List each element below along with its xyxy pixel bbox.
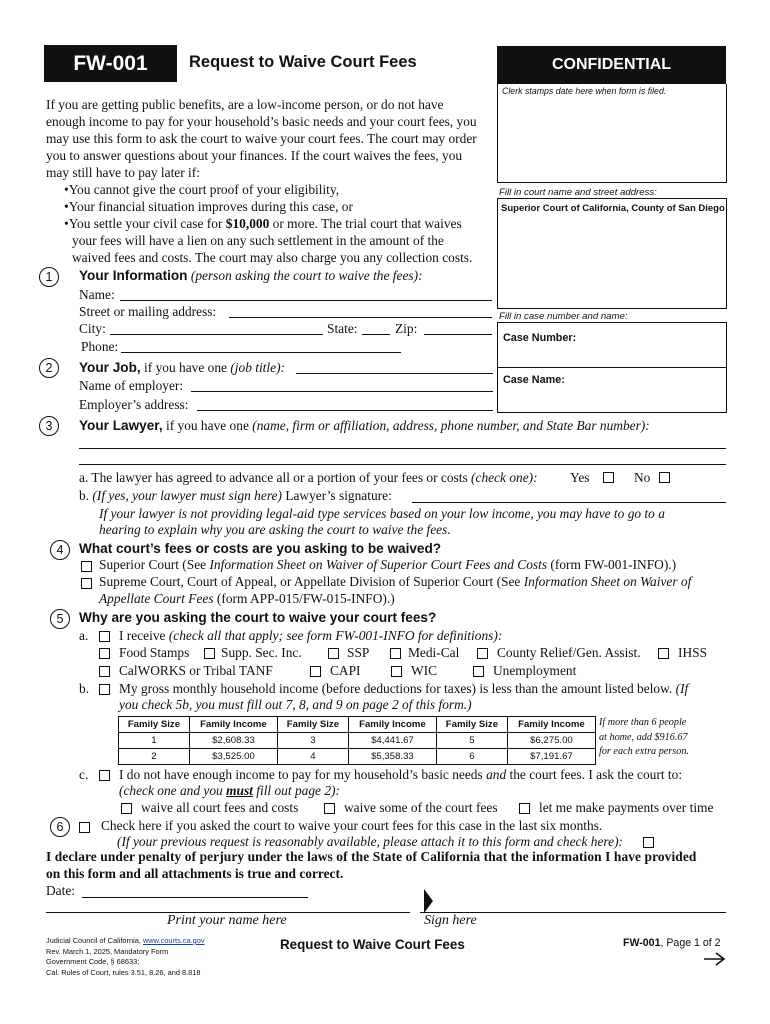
declaration-line-2: on this form and all attachments is true and correct.	[46, 866, 344, 881]
courts-link[interactable]: www.courts.ca.gov	[142, 936, 205, 945]
attach-previous-checkbox[interactable]	[643, 837, 654, 848]
no-label: No	[634, 470, 651, 485]
table-header: Family Size	[277, 717, 348, 733]
footer-title: Request to Waive Court Fees	[280, 937, 465, 952]
case-divider	[497, 367, 726, 368]
state-label: State:	[327, 321, 358, 336]
section-2-number: 2	[39, 358, 59, 378]
intro-line: may still have to pay later if:	[46, 165, 200, 180]
bullet-1: You cannot give the court proof of your eligibility,	[68, 182, 340, 197]
basic-needs-and: and	[486, 767, 507, 782]
employer-address-field[interactable]	[197, 410, 493, 411]
table-cell: $2,608.33	[189, 733, 277, 749]
bullet-dot: •	[64, 199, 69, 214]
section-2-title: Your Job,	[79, 360, 141, 375]
appellate-court-option	[99, 574, 691, 590]
form-id-badge: FW-001	[44, 45, 177, 82]
5c-label: c.	[79, 767, 89, 782]
table-cell: $7,191.67	[507, 749, 595, 765]
basic-needs-row	[119, 767, 682, 783]
section-1-heading	[79, 268, 423, 284]
section-2-rest: if you have one	[144, 360, 227, 375]
ihss-label: IHSS	[678, 645, 708, 660]
waive-all-checkbox[interactable]	[121, 803, 132, 814]
unemployment-checkbox[interactable]	[473, 666, 484, 677]
table-header: Family Income	[348, 717, 436, 733]
low-income-text: My gross monthly household income (before deductions for taxes) is less than the amount listed below.	[119, 681, 673, 696]
table-header: Family Size	[436, 717, 507, 733]
table-cell: 6	[436, 749, 507, 765]
lawyer-advance-question	[79, 470, 538, 486]
table-cell: $3,525.00	[189, 749, 277, 765]
waive-some-label: waive some of the court fees	[344, 800, 498, 815]
print-name-label: Print your name here	[167, 913, 287, 928]
zip-field[interactable]	[424, 334, 492, 335]
name-label: Name:	[79, 287, 115, 302]
receive-benefits-hint: (check all that apply; see form FW-001-INFO for definitions):	[168, 628, 503, 643]
phone-field[interactable]	[121, 352, 401, 353]
lawyer-signature-hint: (If yes, your lawyer must sign here)	[92, 488, 282, 503]
income-table	[118, 716, 596, 765]
bullet-3-amount: $10,000	[225, 216, 270, 231]
footer-council: Judicial Council of California,	[46, 936, 143, 945]
medi-cal-checkbox[interactable]	[390, 648, 401, 659]
footer-page: , Page 1 of 2	[660, 937, 721, 949]
section-1-title: Your Information	[79, 268, 188, 283]
bullet-3-line-2: your fees will have a lien on any such settlement in the amount of the	[72, 233, 444, 248]
section-4-title: What court’s fees or costs are you asking to be waived?	[79, 541, 442, 556]
superior-court-text: Superior Court (See	[99, 557, 210, 572]
food-stamps-checkbox[interactable]	[99, 648, 110, 659]
section-6-number: 6	[50, 817, 70, 837]
street-label: Street or mailing address:	[79, 304, 217, 319]
form-title: Request to Waive Court Fees	[189, 53, 417, 71]
payments-label: let me make payments over time	[539, 800, 714, 815]
basic-needs-checkbox[interactable]	[99, 770, 110, 781]
case-number-label[interactable]: Case Number:	[503, 332, 577, 344]
basic-needs-post: the court fees. I ask the court to:	[509, 767, 683, 782]
bullet-2: Your financial situation improves during this case, or	[68, 199, 353, 214]
section-5-number: 5	[50, 609, 70, 629]
calworks-checkbox[interactable]	[99, 666, 110, 677]
extra-person-note	[599, 716, 689, 760]
lawyer-signature-label: Lawyer’s signature:	[285, 488, 392, 503]
lawyer-info-field-2[interactable]	[79, 464, 726, 465]
waive-some-checkbox[interactable]	[324, 803, 335, 814]
wic-label: WIC	[411, 663, 438, 678]
table-cell: 5	[436, 733, 507, 749]
ssp-label: SSP	[347, 645, 370, 660]
city-field[interactable]	[110, 334, 323, 335]
case-name-label[interactable]: Case Name:	[503, 374, 565, 386]
capi-checkbox[interactable]	[310, 666, 321, 677]
low-income-hint-2: you check 5b, you must fill out 7, 8, and 9 on page 2 of this form.)	[119, 697, 472, 712]
bullet-3-post: or more. The trial court that waives	[269, 216, 462, 231]
bullet-3-pre: You settle your civil case for	[68, 216, 226, 231]
county-relief-checkbox[interactable]	[477, 648, 488, 659]
ssi-label: Supp. Sec. Inc.	[221, 645, 302, 660]
yes-checkbox[interactable]	[603, 472, 614, 483]
job-title-field[interactable]	[296, 373, 493, 374]
lawyer-note-line-1: If your lawyer is not providing legal-aid type services based on your low income, you may have to go to a	[99, 506, 665, 521]
hint-pre: (check one and you	[119, 783, 223, 798]
section-3-title: Your Lawyer,	[79, 418, 163, 433]
hint-post: fill out page 2):	[256, 783, 340, 798]
intro-line: enough income to pay for your household’s basic needs and your court fees, you	[46, 114, 477, 129]
payments-checkbox[interactable]	[519, 803, 530, 814]
superior-court-form: (form FW-001-INFO).)	[547, 557, 677, 572]
table-cell: 2	[119, 749, 190, 765]
footer-form-id: FW-001	[623, 937, 661, 949]
table-cell: 3	[277, 733, 348, 749]
note-line: at home, add $916.67	[599, 731, 688, 743]
low-income-hint-1: (If	[675, 681, 689, 696]
bullet-dot: •	[64, 216, 69, 231]
previous-request-text: Check here if you asked the court to waive your court fees for this case in the last six months.	[101, 818, 603, 833]
table-row	[119, 733, 596, 749]
section-1-number: 1	[39, 267, 59, 287]
receive-benefits-row	[119, 628, 502, 644]
clerk-stamp-box[interactable]	[497, 84, 727, 183]
table-header: Family Income	[507, 717, 595, 733]
court-name-label: Fill in court name and street address:	[499, 187, 657, 198]
table-cell: 4	[277, 749, 348, 765]
date-field[interactable]	[82, 897, 308, 898]
sign-here-label: Sign here	[424, 913, 477, 928]
receive-benefits-checkbox[interactable]	[99, 631, 110, 642]
bullet-3-line-3: waived fees and costs. The court may also charge you any collection costs.	[72, 250, 473, 265]
arrow-right-icon	[703, 950, 727, 968]
basic-needs-hint	[119, 783, 340, 799]
name-field[interactable]	[120, 300, 492, 301]
medi-cal-label: Medi-Cal	[408, 645, 460, 660]
section-2-hint: (job title):	[230, 360, 285, 375]
sign-arrow-icon	[424, 889, 433, 913]
footer-rev: Rev. March 1, 2025, Mandatory Form	[46, 946, 169, 956]
hint-must: must	[226, 783, 253, 798]
5a-label: a.	[79, 628, 89, 643]
unemployment-label: Unemployment	[493, 663, 577, 678]
lawyer-signature-row	[79, 488, 392, 504]
lawyer-advance-hint: (check one):	[471, 470, 538, 485]
phone-label: Phone:	[81, 339, 119, 354]
section-4-number: 4	[50, 540, 70, 560]
ssi-checkbox[interactable]	[204, 648, 215, 659]
intro-paragraph	[46, 96, 477, 181]
city-label: City:	[79, 321, 106, 336]
table-cell: $5,358.33	[348, 749, 436, 765]
declaration-line-1: I declare under penalty of perjury under the laws of the State of California that the information I have provided	[46, 849, 697, 864]
court-name-value: Superior Court of California, County of San Diego	[501, 203, 725, 214]
previous-request-hint: (If your previous request is reasonably available, please attach it to this form and check here):	[117, 834, 624, 849]
table-cell: 1	[119, 733, 190, 749]
appellate-court-info-2: Appellate Court Fees	[99, 591, 214, 606]
section-3-number: 3	[39, 416, 59, 436]
food-stamps-label: Food Stamps	[119, 645, 190, 660]
receive-benefits-text: I receive	[119, 628, 166, 643]
footer-gov-code: Government Code, § 68633;	[46, 957, 140, 966]
intro-line: If you are getting public benefits, are a low-income person, or do not have	[46, 97, 444, 112]
ihss-checkbox[interactable]	[658, 648, 669, 659]
waive-all-label: waive all court fees and costs	[141, 800, 299, 815]
b-label: b.	[79, 488, 90, 503]
footer-page-number	[623, 937, 721, 949]
appellate-court-option-line-2	[99, 591, 395, 607]
court-name-box[interactable]	[497, 198, 727, 309]
footer-info	[46, 936, 205, 978]
table-cell: $4,441.67	[348, 733, 436, 749]
low-income-row	[119, 681, 688, 697]
state-field[interactable]	[362, 334, 390, 335]
next-page-arrow-icon[interactable]	[703, 950, 727, 968]
section-2-heading	[79, 360, 285, 376]
superior-court-checkbox[interactable]	[81, 561, 92, 572]
street-field[interactable]	[229, 317, 492, 318]
confidential-banner: CONFIDENTIAL	[497, 46, 726, 84]
calworks-label: CalWORKS or Tribal TANF	[119, 663, 273, 678]
section-1-hint: (person asking the court to waive the fees):	[190, 268, 423, 283]
section-3-rest: if you have one	[165, 418, 249, 433]
yes-label: Yes	[570, 470, 590, 485]
lawyer-note-line-2: hearing to explain why you are asking the court to waive the fees.	[99, 522, 451, 537]
appellate-court-form: (form APP-015/FW-015-INFO).)	[213, 591, 395, 606]
ssp-checkbox[interactable]	[328, 648, 339, 659]
5b-label: b.	[79, 681, 90, 696]
income-table-header-row	[119, 717, 596, 733]
lawyer-signature-field[interactable]	[412, 502, 726, 503]
previous-request-checkbox[interactable]	[79, 822, 90, 833]
intro-bullets	[64, 181, 472, 266]
employer-address-label: Employer’s address:	[79, 397, 189, 412]
note-line: for each extra person.	[599, 746, 689, 757]
section-3-heading	[79, 418, 650, 434]
basic-needs-text: I do not have enough income to pay for my household’s basic needs	[119, 767, 483, 782]
table-cell: $6,275.00	[507, 733, 595, 749]
date-label: Date:	[46, 883, 75, 898]
superior-court-option	[99, 557, 676, 573]
footer-rules: Cal. Rules of Court, rules 3.51, 8.26, and 8.818	[46, 967, 201, 977]
intro-line: you to answer questions about your finances. If the court waives the fees, you	[46, 148, 463, 163]
low-income-checkbox[interactable]	[99, 684, 110, 695]
table-header: Family Size	[119, 717, 190, 733]
case-label: Fill in case number and name:	[499, 311, 628, 322]
appellate-court-text: Supreme Court, Court of Appeal, or Appellate Division of Superior Court (See	[99, 574, 524, 589]
section-3-hint: (name, firm or affiliation, address, phone number, and State Bar number):	[252, 418, 650, 433]
note-line: If more than 6 people	[599, 717, 687, 728]
table-row	[119, 749, 596, 765]
appellate-court-checkbox[interactable]	[81, 578, 92, 589]
clerk-stamp-label: Clerk stamps date here when form is filed.	[502, 86, 667, 96]
no-checkbox[interactable]	[659, 472, 670, 483]
wic-checkbox[interactable]	[391, 666, 402, 677]
zip-label: Zip:	[395, 321, 418, 336]
employer-label: Name of employer:	[79, 378, 184, 393]
appellate-court-info: Information Sheet on Waiver of	[523, 574, 692, 589]
lawyer-info-field-1[interactable]	[79, 448, 726, 449]
table-header: Family Income	[189, 717, 277, 733]
capi-label: CAPI	[330, 663, 361, 678]
bullet-dot: •	[64, 182, 69, 197]
intro-line: may use this form to ask the court to waive your court fees. The court may order	[46, 131, 477, 146]
county-relief-label: County Relief/Gen. Assist.	[497, 645, 641, 660]
lawyer-advance-text: a. The lawyer has agreed to advance all or a portion of your fees or costs	[79, 470, 468, 485]
superior-court-info: Information Sheet on Waiver of Superior Court Fees and Costs	[209, 557, 548, 572]
section-5-title: Why are you asking the court to waive your court fees?	[79, 610, 437, 625]
employer-field[interactable]	[191, 391, 493, 392]
